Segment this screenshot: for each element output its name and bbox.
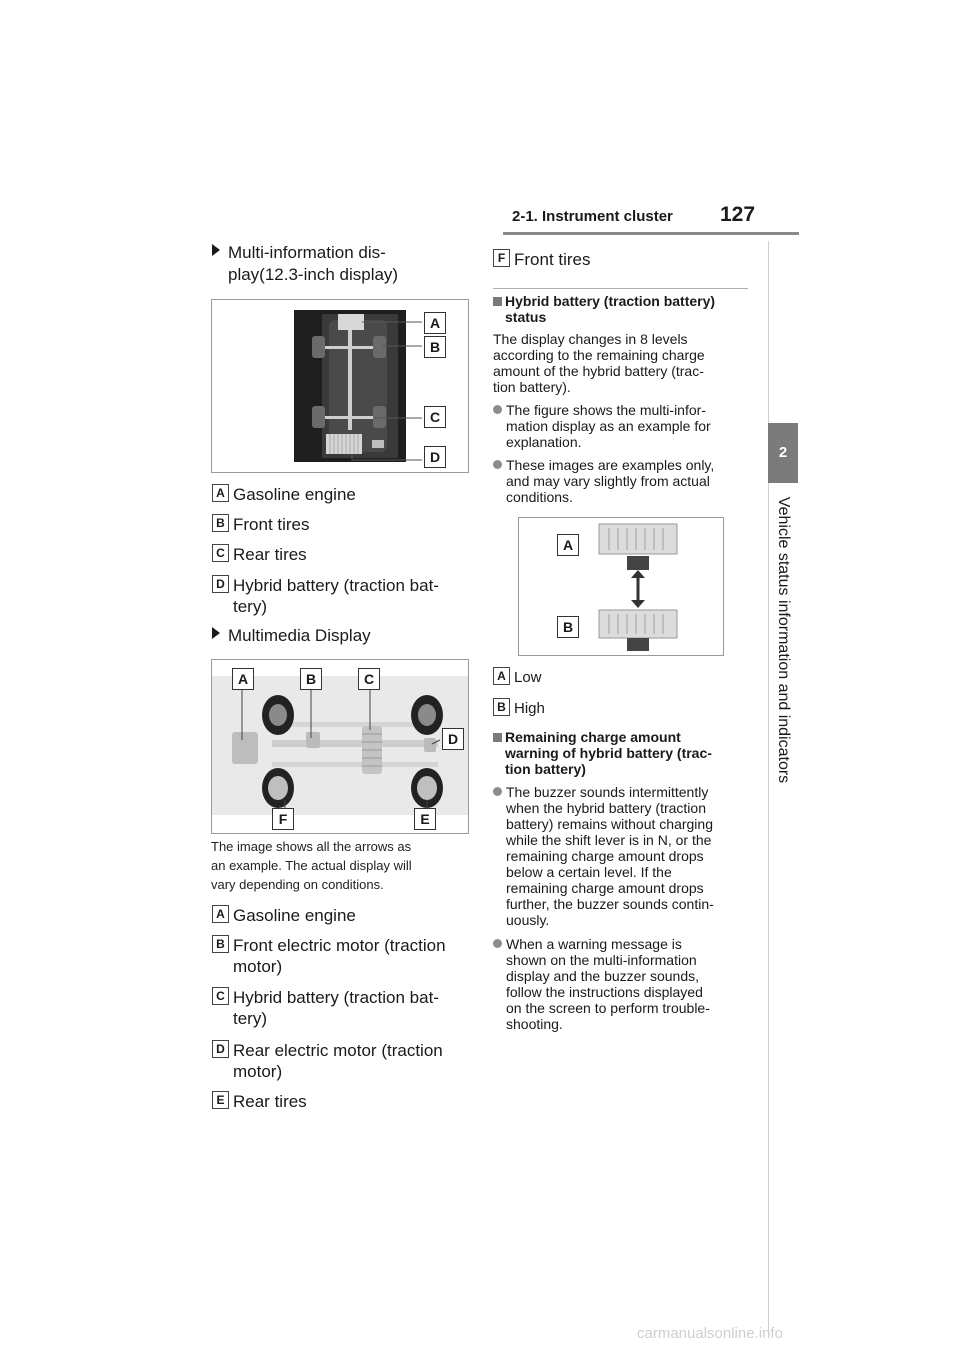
legend-letter: D	[212, 575, 229, 593]
legend-item: C Hybrid battery (traction bat- tery)	[212, 987, 472, 1031]
legend-item: C Rear tires	[212, 544, 472, 565]
display1-heading: Multi-information dis-	[212, 242, 386, 263]
display2-heading: Multimedia Display	[212, 625, 371, 646]
header-divider	[503, 232, 799, 235]
legend-item: B High	[493, 698, 693, 719]
figure-caption-line: The image shows all the arrows as	[211, 839, 412, 854]
battery-level-figure	[518, 517, 724, 656]
body-line: amount of the hybrid battery (trac-	[493, 363, 704, 379]
bullet-item: The buzzer sounds intermittently when the hybrid battery (traction battery) remains without charging while the shift lever is in N, or the remaining charge amount drops below a certain level. If the remaining charge amount drops further, the buzzer sounds contin- uously.	[493, 784, 758, 930]
battery-level-diagram	[519, 518, 723, 655]
square-bullet-icon	[493, 733, 502, 742]
bullet-item: When a warning message is shown on the multi-information display and the buzzer sounds, follow the instructions displayed on the screen to perform trouble- shooting.	[493, 936, 758, 1034]
page-number: 127	[720, 203, 756, 226]
callout-e: E	[414, 808, 436, 830]
legend-letter: B	[212, 514, 229, 532]
legend-item: A Low	[493, 667, 693, 688]
display1-figure	[211, 299, 469, 473]
legend-item: B Front electric motor (traction motor)	[212, 935, 472, 979]
warning-heading: Remaining charge amount	[493, 729, 681, 745]
legend-letter: E	[212, 1091, 229, 1109]
legend-letter: B	[493, 698, 510, 716]
bullet-item: These images are examples only, and may vary slightly from actual conditions.	[493, 457, 753, 505]
watermark: carmanualsonline.info	[637, 1325, 783, 1342]
callout-b: B	[300, 668, 322, 690]
callout-b: B	[424, 336, 446, 358]
warning-heading-cont: warning of hybrid battery (trac-	[505, 745, 712, 761]
display1-heading-cont: play(12.3-inch display)	[228, 265, 399, 284]
legend-letter: C	[212, 987, 229, 1005]
callout-c: C	[358, 668, 380, 690]
warning-heading-cont: tion battery)	[505, 761, 586, 777]
callout-a: A	[424, 312, 446, 334]
battery-status-heading-cont: status	[505, 309, 547, 325]
legend-item: E Rear tires	[212, 1091, 472, 1112]
body-line: The display changes in 8 levels	[493, 331, 688, 347]
legend-letter: A	[212, 905, 229, 923]
square-bullet-icon	[493, 297, 502, 306]
legend-letter: A	[212, 484, 229, 502]
legend-letter: A	[493, 667, 510, 685]
legend-item: D Hybrid battery (traction bat- tery)	[212, 575, 472, 619]
legend-letter: B	[212, 935, 229, 953]
bullet-item: The figure shows the multi-infor- mation display as an example for explanation.	[493, 402, 753, 450]
dot-bullet-icon	[493, 787, 502, 796]
legend-letter: F	[493, 249, 510, 267]
callout-b: B	[557, 616, 579, 638]
figure-caption-line: an example. The actual display will	[211, 858, 412, 873]
dot-bullet-icon	[493, 405, 502, 414]
callout-a: A	[232, 668, 254, 690]
body-line: according to the remaining charge	[493, 347, 705, 363]
figure-caption-line: vary depending on conditions.	[211, 877, 384, 892]
legend-letter: C	[212, 544, 229, 562]
callout-a: A	[557, 534, 579, 556]
legend-item: A Gasoline engine	[212, 905, 472, 926]
display2-figure	[211, 659, 469, 834]
dot-bullet-icon	[493, 939, 502, 948]
callout-f: F	[272, 808, 294, 830]
callout-c: C	[424, 406, 446, 428]
callout-d: D	[424, 446, 446, 468]
body-line: tion battery).	[493, 379, 571, 395]
triangle-bullet-icon	[212, 627, 220, 639]
legend-item: A Gasoline engine	[212, 484, 472, 505]
legend-item: B Front tires	[212, 514, 472, 535]
dot-bullet-icon	[493, 460, 502, 469]
callout-d: D	[442, 728, 464, 750]
chapter-tab: 2	[768, 423, 798, 483]
legend-letter: D	[212, 1040, 229, 1058]
battery-status-heading: Hybrid battery (traction battery)	[493, 293, 715, 309]
legend-item: F Front tires	[493, 249, 753, 270]
legend-item: D Rear electric motor (traction motor)	[212, 1040, 472, 1084]
section-divider	[493, 288, 748, 289]
chapter-title: Vehicle status information and indicators	[775, 496, 792, 784]
section-title: 2-1. Instrument cluster	[512, 208, 673, 225]
triangle-bullet-icon	[212, 244, 220, 256]
